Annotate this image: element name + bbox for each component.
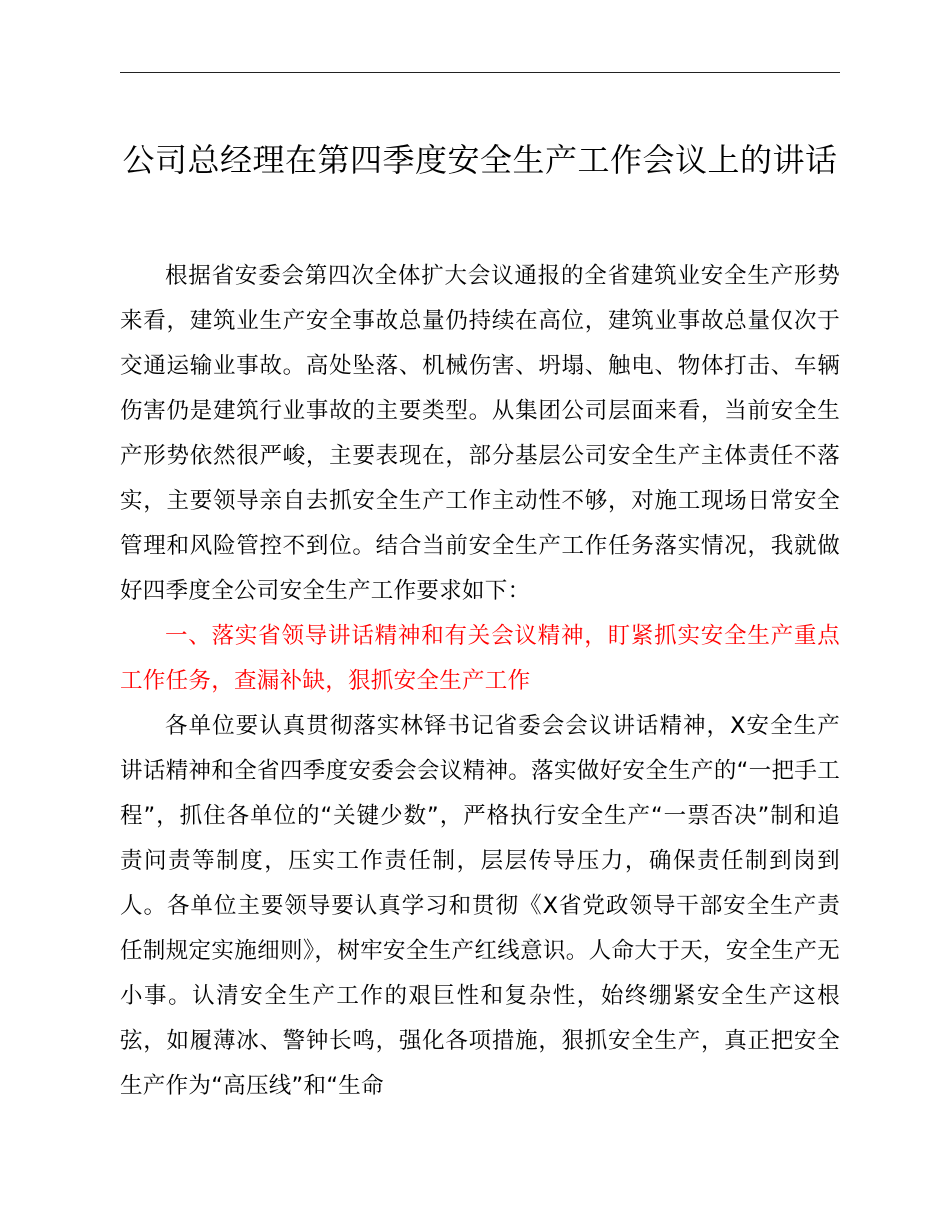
section-paragraph: 各单位要认真贯彻落实林铎书记省委会会议讲话精神，X安全生产讲话精神和全省四季度安委会会议精神。落实做好安全生产的“一把手工程”，抓住各单位的“关键少数”，严格执行安全生产“一票否决”制和追责问责等制度，压实工作责任制，层层传导压力，确保责任制到岗到人。各单位主要领导要认真学习和贯彻《X省党政领导干部安全生产责任制规定实施细则》，树牢安全生产红线意识。人命大于天，安全生产无小事。认清安全生产工作的艰巨性和复杂性，始终绷紧安全生产这根弦，如履薄冰、警钟长鸣，强化各项措施，狠抓安全生产，真正把安全生产作为“高压线”和“生命: [120, 713, 840, 1099]
section-heading: 一、落实省领导讲话精神和有关会议精神，盯紧抓实安全生产重点工作任务，查漏补缺，狠抓安全生产工作: [120, 623, 840, 694]
document-title: 公司总经理在第四季度安全生产工作会议上的讲话: [122, 141, 838, 179]
header-rule: [120, 72, 840, 73]
intro-paragraph: 根据省安委会第四次全体扩大会议通报的全省建筑业安全生产形势来看，建筑业生产安全事故总量仍持续在高位，建筑业事故总量仅次于交通运输业事故。高处坠落、机械伤害、坍塌、触电、物体打击、车辆伤害仍是建筑行业事故的主要类型。从集团公司层面来看，当前安全生产形势依然很严峻，主要表现在，部分基层公司安全生产主体责任不落实，主要领导亲自去抓安全生产工作主动性不够，对施工现场日常安全管理和风险管控不到位。结合当前安全生产工作任务落实情况，我就做好四季度全公司安全生产工作要求如下：: [120, 263, 840, 604]
document-body: [120, 254, 840, 1109]
